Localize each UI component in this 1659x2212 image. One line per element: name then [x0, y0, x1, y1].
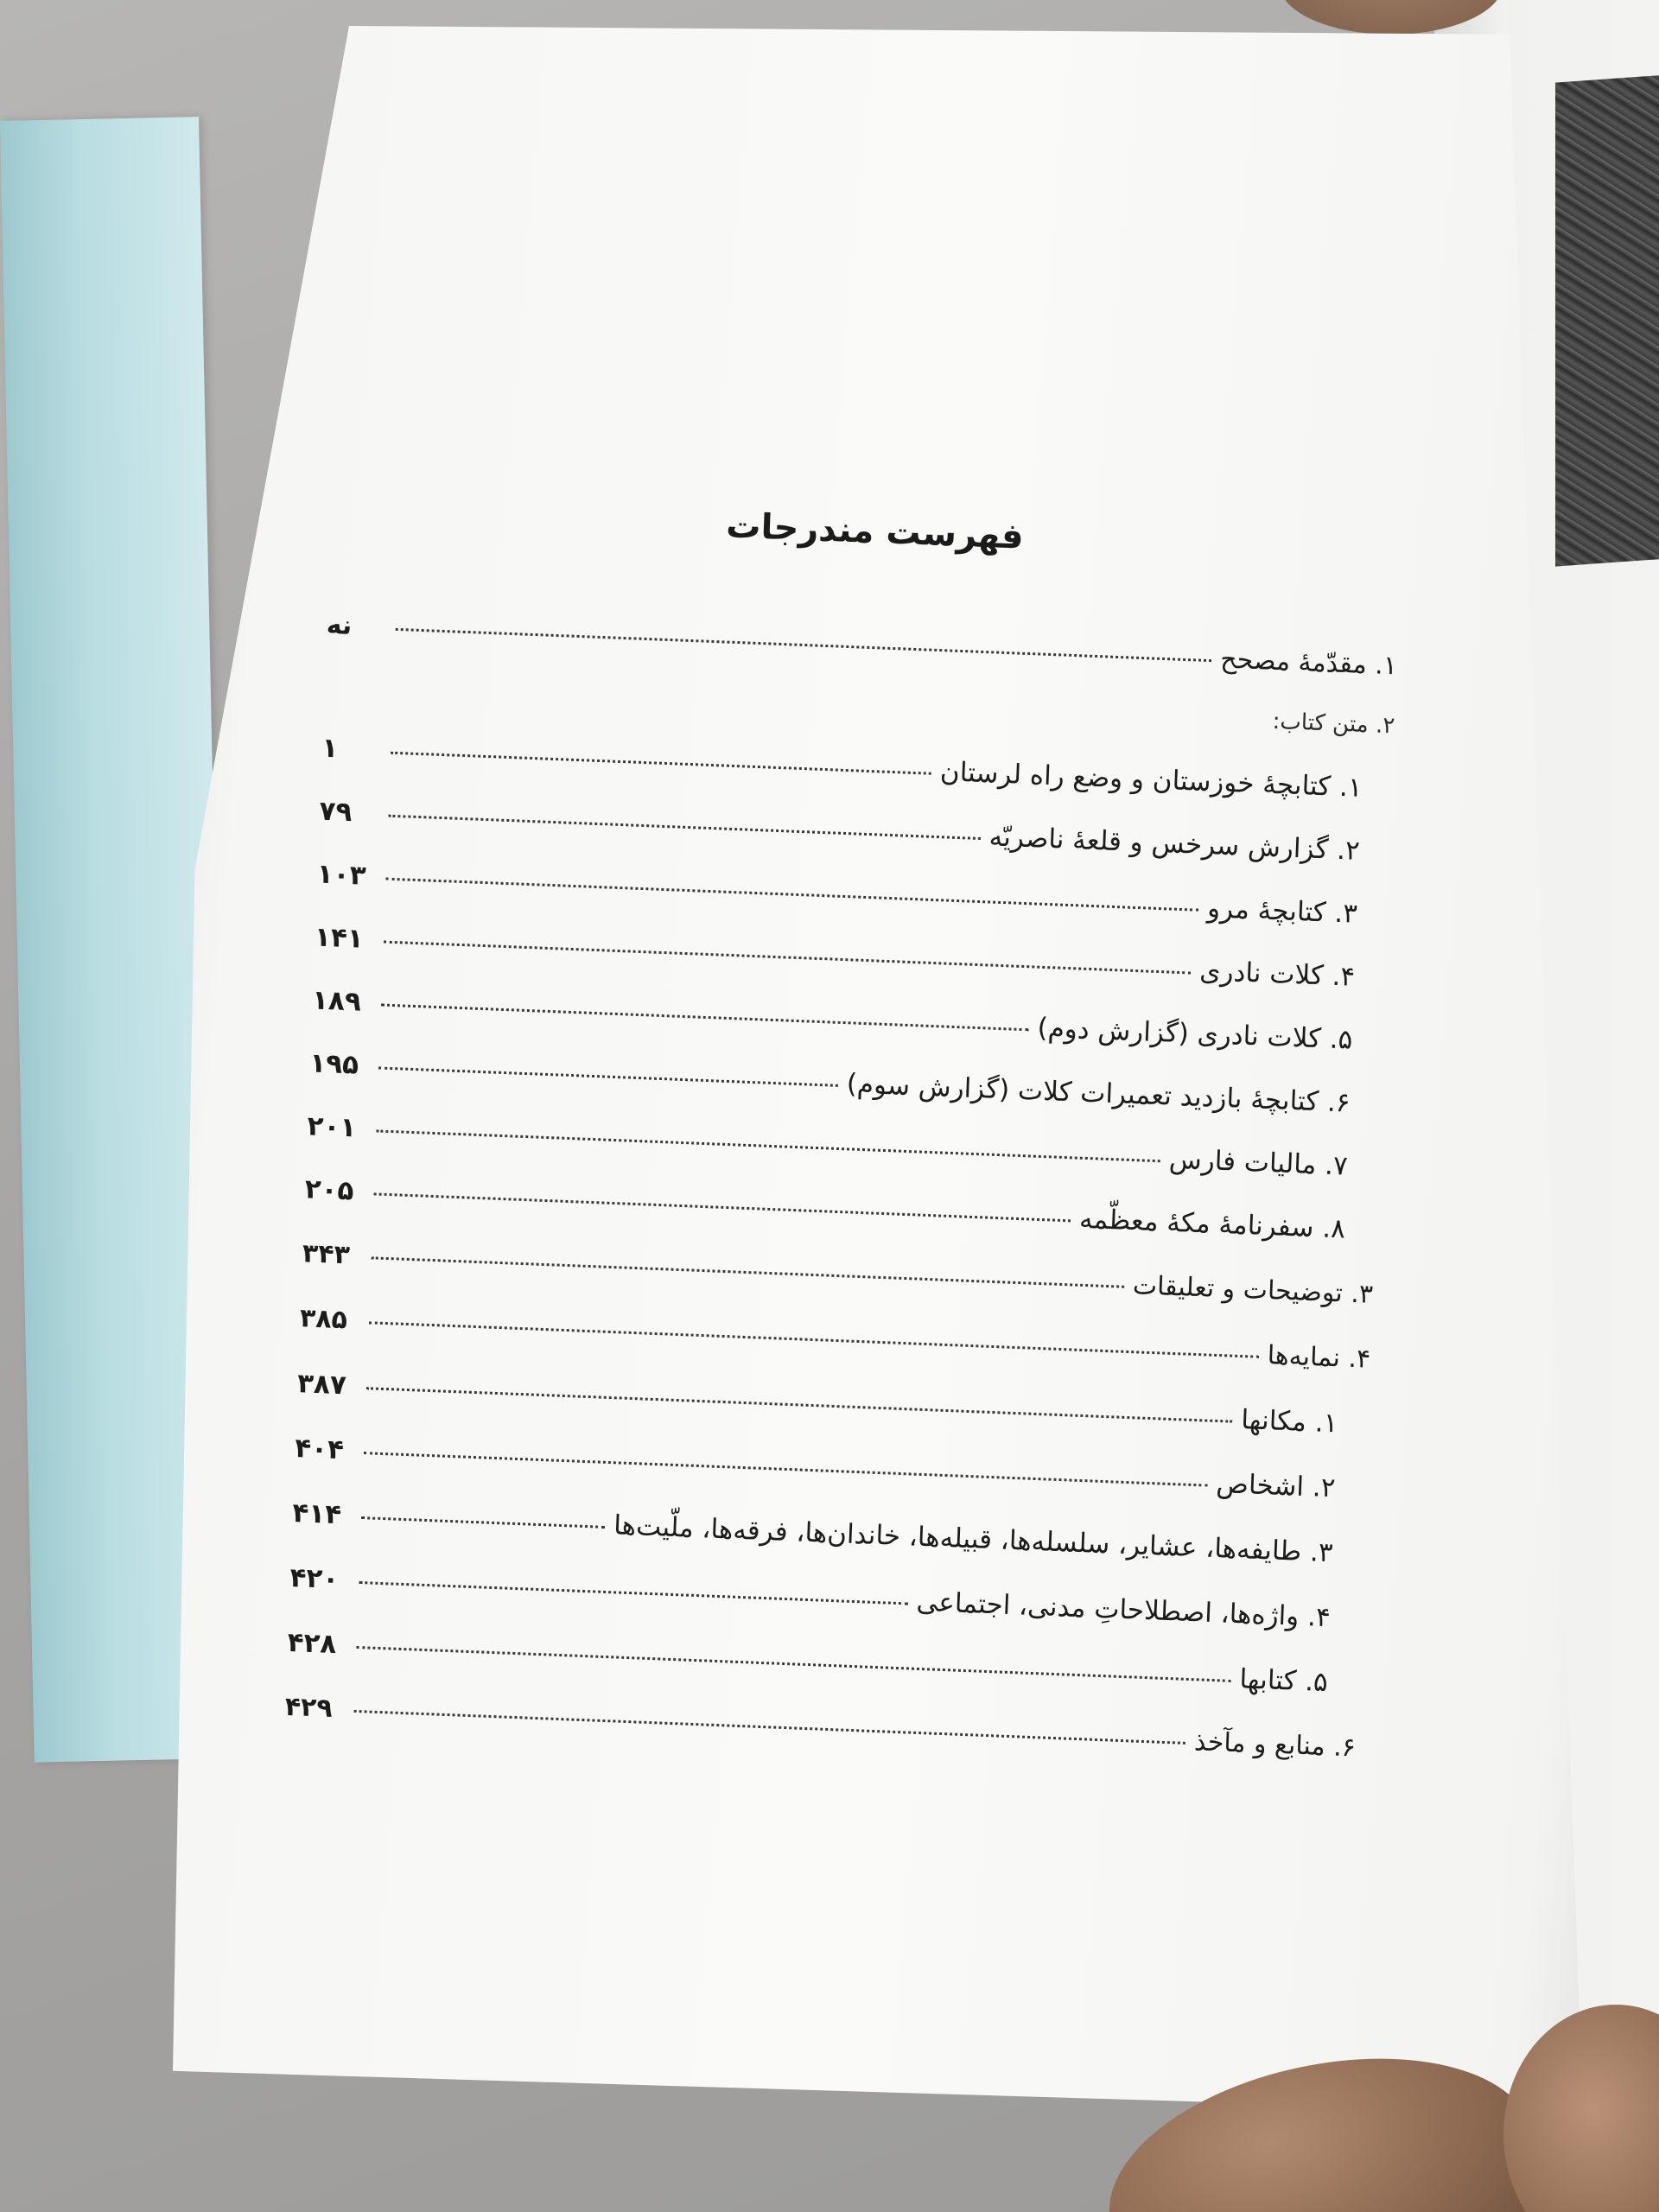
toc-entry-page: ۴۱۴ [291, 1497, 342, 1531]
toc-entry [296, 1368, 1338, 1439]
dot-leader [359, 1581, 907, 1605]
toc-entry [321, 733, 1363, 804]
toc-entry-label: ۵. کتابها [1238, 1663, 1329, 1699]
toc-entry [314, 922, 1355, 993]
toc-entry-label: ۴. نمایه‌ها [1267, 1340, 1371, 1375]
toc-entry-label: ۱. مکانها [1240, 1404, 1338, 1440]
toc-entry-page: ۴۲۸ [286, 1626, 338, 1661]
toc-entry-label: ۳. توضیحات و تعلیقات [1132, 1270, 1374, 1310]
toc-entry-page: ۳۴۳ [302, 1238, 351, 1271]
dot-leader [396, 628, 1212, 662]
toc-entry [326, 610, 1397, 682]
toc-entry [319, 796, 1360, 867]
toc-entry [309, 1047, 1351, 1118]
toc-entry-label: ۲. اشخاص [1215, 1468, 1337, 1504]
toc-entry-page: ۲۰۵ [304, 1173, 355, 1207]
dot-leader [386, 878, 1199, 912]
toc-entry-page: ۱ [321, 732, 339, 765]
page-title: فهرست مندرجات [725, 505, 1025, 557]
dot-leader [372, 1256, 1124, 1287]
toc-entry [292, 1497, 1333, 1568]
dot-leader [354, 1710, 1186, 1745]
toc-entry-page: ۷۹ [318, 795, 353, 829]
dot-leader [384, 941, 1192, 975]
toc-entry [284, 1692, 1356, 1764]
toc-entry-page: نه [326, 609, 353, 641]
toc-entry-label: ۳. طایفه‌ها، عشایر، سلسله‌ها، قبیله‌ها، خاندان‌ها، فرقه‌ها، ملّیت‌ها [613, 1510, 1334, 1569]
toc-entry-label: ۲. متن کتاب: [1272, 708, 1395, 740]
dot-leader [391, 752, 931, 775]
dot-leader [381, 1004, 1029, 1032]
toc-entry-page: ۳۸۷ [296, 1368, 347, 1402]
toc-entry-label: ۱. مقدّمهٔ مصحح [1219, 644, 1398, 682]
dot-leader [364, 1452, 1208, 1487]
dot-leader [374, 1192, 1071, 1222]
dot-leader [376, 1129, 1160, 1162]
toc-entry-label: ۴. واژه‌ها، اصطلاحاتِ مدنی، اجتماعی [915, 1586, 1332, 1634]
toc-entry-page: ۱۸۹ [311, 984, 362, 1018]
toc-entry-label: ۸. سفرنامهٔ مکهٔ معظّمه [1078, 1203, 1346, 1245]
toc-entry-page: ۴۲۹ [284, 1691, 334, 1724]
toc-section-heading [1222, 707, 1395, 740]
toc-entry [316, 859, 1357, 930]
toc-entry [302, 1238, 1373, 1310]
toc-entry-label: ۲. گزارش سرخس و قلعهٔ ناصریّه [988, 821, 1361, 867]
toc-entry-label: ۵. کلات نادری (گزارش دوم) [1036, 1012, 1353, 1056]
toc-entry-label: ۷. مالیات فارس [1168, 1143, 1349, 1182]
toc-entry [304, 1173, 1345, 1244]
toc-entry-label: ۱. کتابچهٔ خوزستان و وضع راه لرستان [939, 756, 1363, 804]
toc-entry-page: ۱۰۳ [316, 858, 367, 892]
toc-entry-page: ۱۹۵ [308, 1047, 359, 1081]
toc-entry [289, 1562, 1331, 1633]
dot-leader [378, 1066, 838, 1086]
toc-entry-page: ۳۸۵ [299, 1303, 348, 1336]
toc-entry-page: ۱۴۱ [314, 921, 365, 955]
toc-entry-label: ۶. کتابچهٔ بازدید تعمیرات کلات (گزارش سوم) [846, 1068, 1351, 1119]
dot-leader [369, 1321, 1259, 1358]
toc-entry [299, 1303, 1370, 1375]
dot-leader [356, 1646, 1230, 1682]
dot-leader [361, 1516, 605, 1529]
toc-entry-label: ۶. منابع و مآخذ [1193, 1726, 1357, 1764]
toc-entry-page: ۴۲۰ [289, 1561, 340, 1596]
toc-entry-label: ۴. کلات نادری [1198, 955, 1356, 993]
toc-entry-label: ۳. کتابچهٔ مرو [1206, 893, 1358, 930]
toc-entry-page: ۴۰۴ [294, 1433, 345, 1466]
toc-entry [311, 984, 1352, 1055]
toc-entry-page: ۲۰۱ [306, 1110, 357, 1144]
dot-leader [388, 815, 980, 840]
toc-entry [295, 1433, 1336, 1503]
toc-entry [287, 1627, 1328, 1698]
dot-leader [366, 1387, 1232, 1423]
toc-entry [307, 1110, 1348, 1181]
